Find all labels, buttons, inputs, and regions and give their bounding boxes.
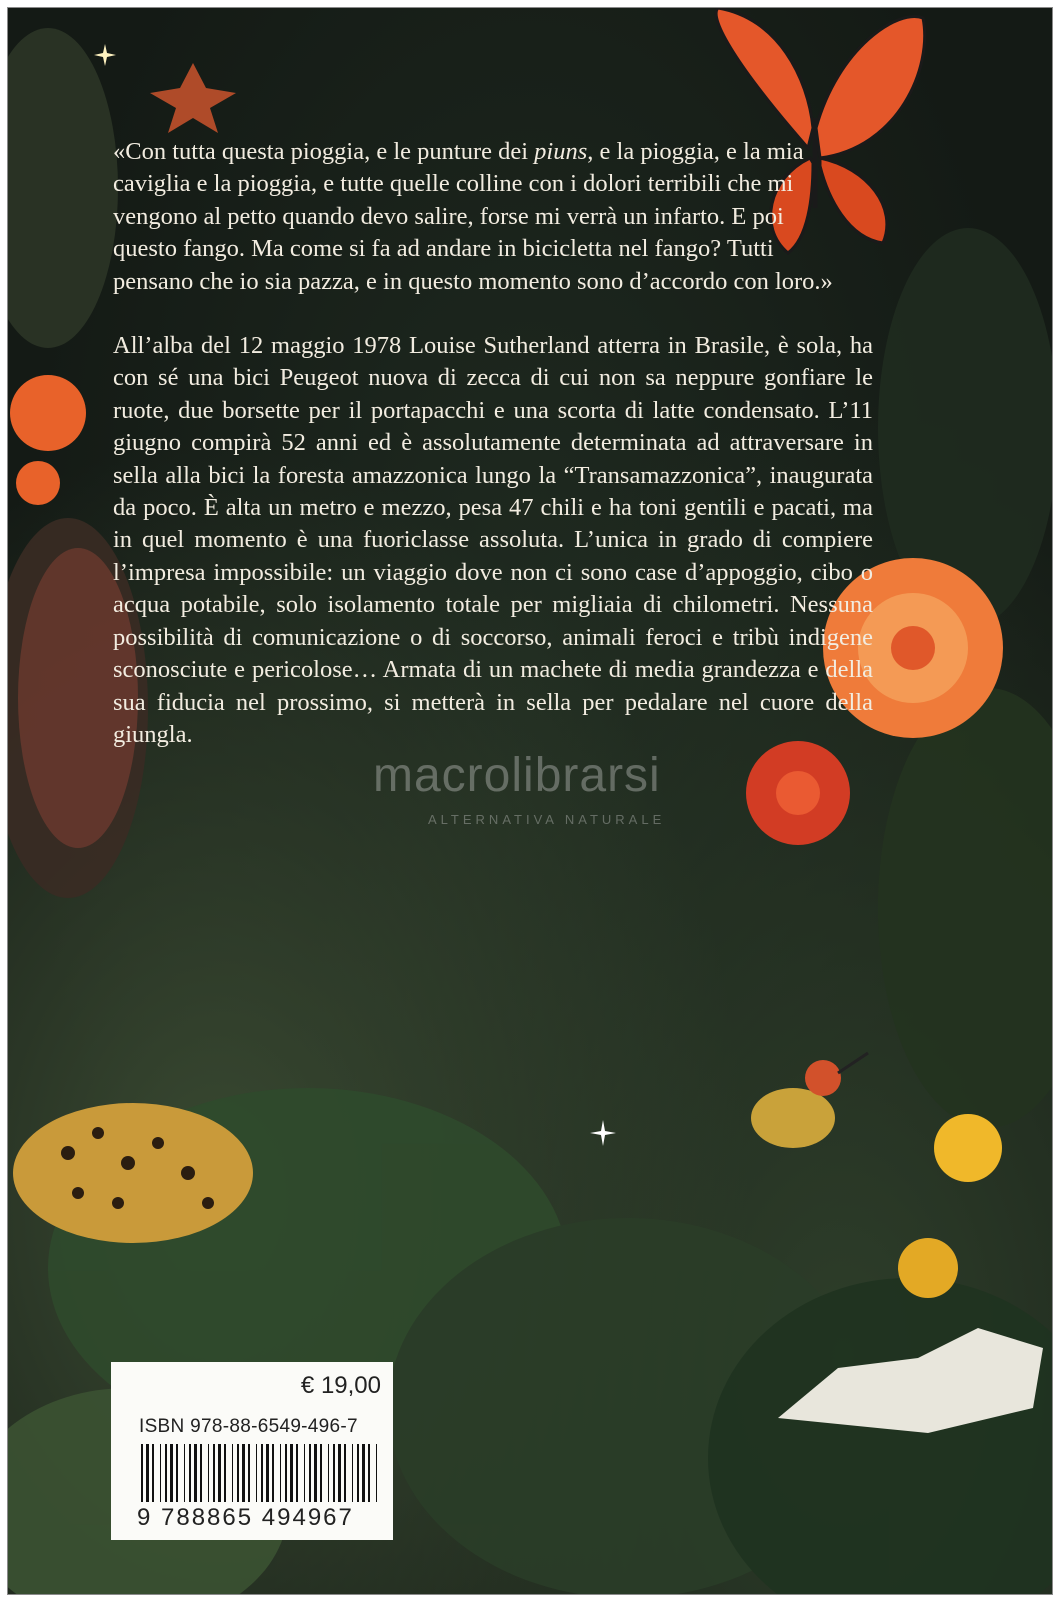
quote-text-end: , e la pioggia, e la mia caviglia e la pioggia, e tutte quelle colline con i dolori terribili che mi vengono al petto quando devo salire, forse mi verrà un infarto. E poi questo fango. Ma come si fa ad andare in bicicletta nel fango? Tutti pensano che io sia pazza, e in questo momento sono d’accordo con loro.»: [113, 138, 833, 295]
watermark-logo: macrolibrarsi: [373, 749, 661, 802]
back-cover-blurb: [113, 136, 885, 751]
barcode: [141, 1444, 381, 1502]
cloth-illustration: [778, 1328, 1048, 1438]
ean-number: 9 788865 494967: [137, 1504, 354, 1531]
flower-illustration: [148, 63, 238, 133]
star-icon: [94, 44, 116, 66]
quote-text-start: «Con tutta questa pioggia, e le punture dei: [113, 138, 535, 165]
quote-italic-word: piuns: [534, 138, 588, 165]
book-back-cover: [7, 7, 1053, 1595]
barcode-sticker: [111, 1362, 393, 1540]
watermark-tagline: ALTERNATIVA NATURALE: [428, 812, 666, 827]
price-label: € 19,00: [300, 1372, 381, 1399]
star-icon: [590, 1120, 616, 1146]
flower-illustration: [8, 353, 98, 513]
isbn-label: ISBN 978-88-6549-496-7: [139, 1416, 358, 1437]
opening-quote: [113, 136, 833, 298]
bird-illustration: [733, 1048, 873, 1168]
flower-illustration: [888, 1108, 1028, 1328]
book-description: All’alba del 12 maggio 1978 Louise Sutherland atterra in Brasile, è sola, ha con sé una bici Peugeot nuova di zecca di cui non sa neppure gonfiare le ruote, due borsette per il portapacchi e una scorta di latte condensato. L’11 giugno compirà 52 anni ed è assolutamente determinata ad attraversare in sella alla bici la foresta amazzonica lungo la “Transamazzonica”, inaugurata da poco. È alta un metro e mezzo, pesa 47 chili e ha toni gentili e pacati, ma in quel momento è una fuoriclasse assoluta. L’unica in grado di compiere l’impresa impossibile: un viaggio dove non ci sono case d’appoggio, cibo o acqua potabile, solo isolamento totale per migliaia di chilometri. Nessuna possibilità di comunicazione o di soccorso, animali feroci e tribù indigene sconosciute e pericolose… Armata di un machete di media grandezza e della sua fiducia nel prossimo, si metterà in sella per pedalare nel cuore della giungla.: [113, 332, 873, 748]
leopard-illustration: [8, 1073, 258, 1253]
